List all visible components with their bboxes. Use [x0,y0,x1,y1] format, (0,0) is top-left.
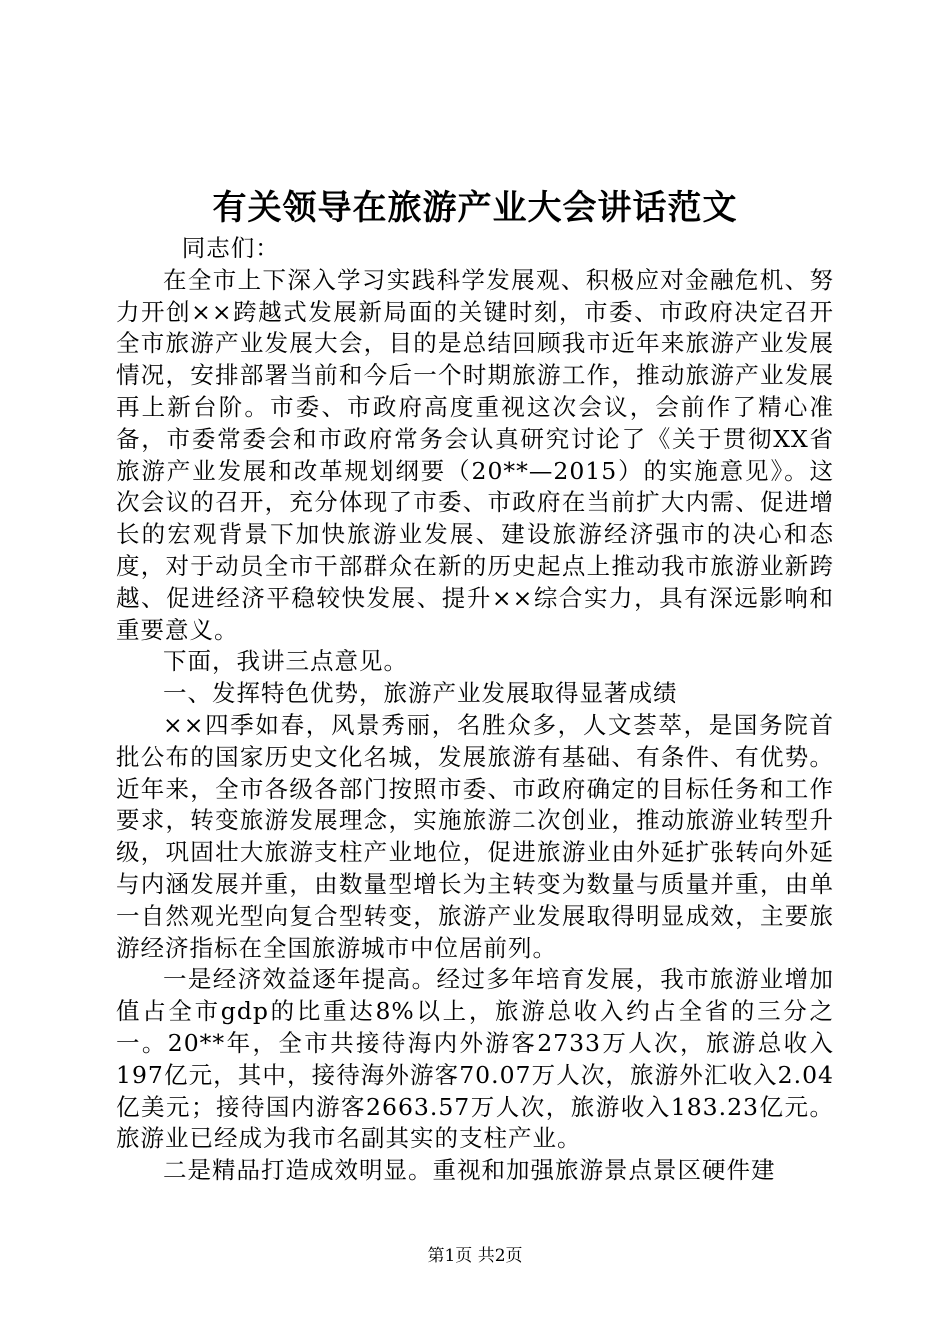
paragraph-economic-benefits: 一是经济效益逐年提高。经过多年培育发展，我市旅游业增加值占全市gdp的比重达8%以上，旅游总收入约占全省的三分之一。20**年，全市共接待海内外游客2733万人次，旅游总收入197亿元，其中，接待海外游客70.07万人次，旅游外汇收入2.04亿美元；接待国内游客2663.57万人次，旅游收入183.23亿元。旅游业已经成为我市名副其实的支柱产业。 [116,965,834,1153]
paragraph-quality-products: 二是精品打造成效明显。重视和加强旅游景点景区硬件建 [163,1156,776,1185]
paragraph-intro: 在全市上下深入学习实践科学发展观、积极应对金融危机、努力开创××跨越式发展新局面的关键时刻，市委、市政府决定召开全市旅游产业发展大会，目的是总结回顾我市近年来旅游产业发展情况，安排部署当前和今后一个时期旅游工作，推动旅游产业发展再上新台阶。市委、市政府高度重视这次会议，会前作了精心准备，市委常委会和市政府常务会认真研究讨论了《关于贯彻XX省旅游产业发展和改革规划纲要（20**—2015）的实施意见》。这次会议的召开，充分体现了市委、市政府在当前扩大内需、促进增长的宏观背景下加快旅游业发展、建设旅游经济强市的决心和态度，对于动员全市干部群众在新的历史起点上推动我市旅游业新跨越、促进经济平稳较快发展、提升××综合实力，具有深远影响和重要意义。 [116,265,834,644]
section-heading-1: 一、发挥特色优势，旅游产业发展取得显著成绩 [163,679,678,708]
page-footer: 第1页 共2页 [427,1246,523,1266]
document-title: 有关领导在旅游产业大会讲话范文 [212,188,738,228]
salutation: 同志们： [181,234,280,262]
paragraph-overview: ××四季如春，风景秀丽，名胜众多，人文荟萃，是国务院首批公布的国家历史文化名城，发展旅游有基础、有条件、有优势。近年来，全市各级各部门按照市委、市政府确定的目标任务和工作要求，转变旅游发展理念，实施旅游二次创业，推动旅游业转型升级，巩固壮大旅游支柱产业地位，促进旅游业由外延扩张转向外延与内涵发展并重，由数量型增长为主转变为数量与质量并重，由单一自然观光型向复合型转变，旅游产业发展取得明显成效，主要旅游经济指标在全国旅游城市中位居前列。 [116,710,834,962]
paragraph-transition: 下面，我讲三点意见。 [163,647,408,676]
document-body [116,233,834,1187]
